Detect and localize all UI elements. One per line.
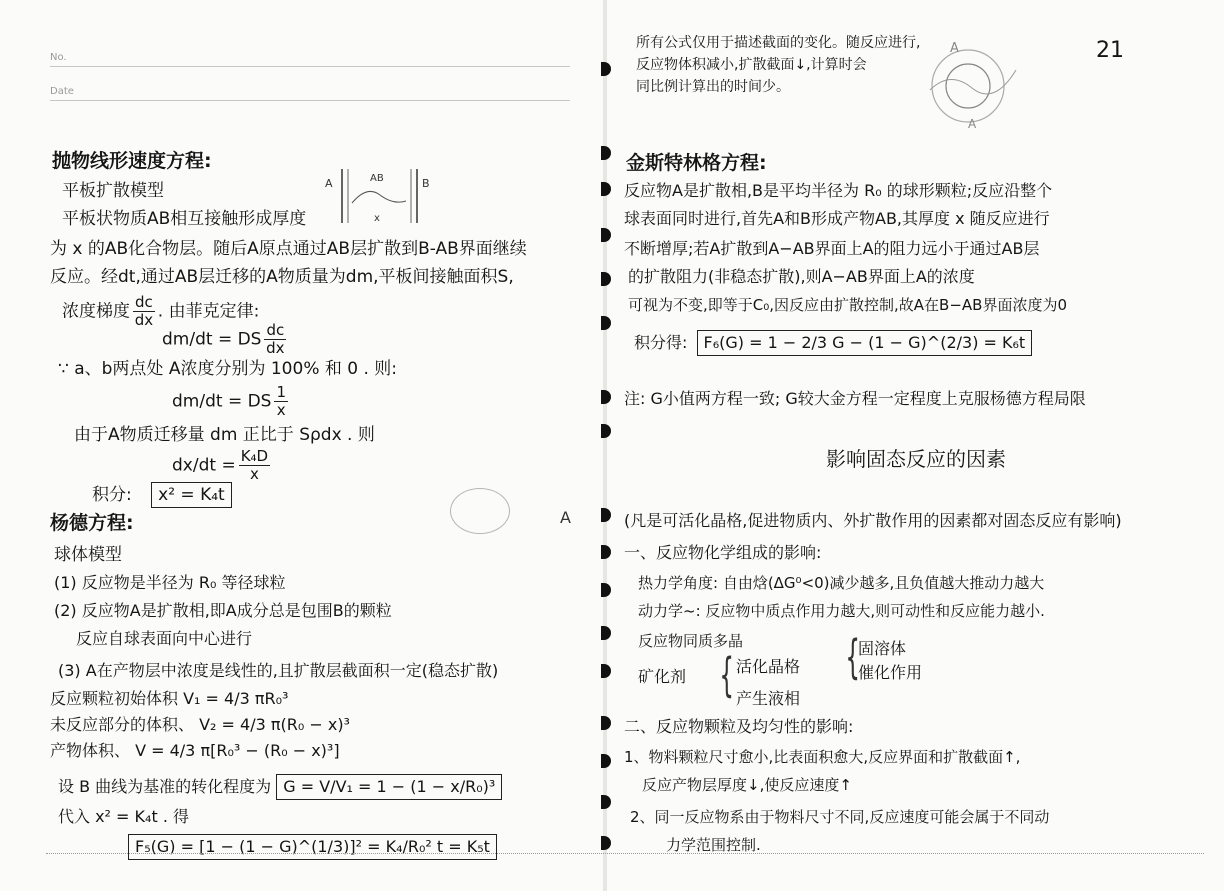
concentration-gradient-label: 浓度梯度: [62, 301, 130, 322]
equation-1-denominator: dx: [266, 339, 285, 357]
no-label: No.: [50, 52, 67, 63]
left-notebook-page: [0, 0, 608, 891]
conversion-degree-text: 设 B 曲线为基准的转化程度为: [58, 777, 272, 796]
text-line: ∵ a、b两点处 A浓度分别为 100% 和 0 . 则:: [58, 359, 398, 379]
section-title-jander: 杨德方程:: [50, 512, 134, 534]
fraction-dc-dx: $\frac{dc}{dx}$: [134, 293, 154, 329]
fick-law-text: . 由菲克定律:: [157, 301, 260, 322]
ginstling-equation-box: F₆(G) = 1 − 2/3 G − (1 − G)^(2/3) = K₆t: [697, 330, 1033, 356]
brace-mark: {: [719, 648, 734, 702]
section-title-ginstling: 金斯特林格方程:: [626, 152, 767, 174]
ginstling-result-line: [634, 330, 1032, 356]
equation-1-fraction: [264, 322, 286, 357]
text-line: 反应物A是扩散相,B是平均半径为 R₀ 的球形颗粒;反应沿整个: [624, 181, 1053, 200]
equation-3-denominator: x: [249, 465, 259, 483]
comparison-note: 注: G小值两方程一致; G较大金方程一定程度上克服杨德方程局限: [624, 389, 1086, 408]
text-line: 可视为不变,即等于C₀,因反应由扩散控制,故A在B−AB界面浓度为0: [628, 296, 1068, 314]
equation-3-numerator: K₄D: [240, 447, 269, 465]
svg-text:A: A: [325, 177, 333, 190]
assumption-2: (2) 反应物A是扩散相,即A成分总是包围B的颗粒: [54, 601, 392, 620]
kinetics-point: 动力学~: 反应物中质点作用力越大,则可动性和反应能力越小.: [638, 602, 1045, 620]
text-line: 不断增厚;若A扩散到A−AB界面上A的阻力远小于通过AB层: [624, 239, 1040, 258]
text-line: 球表面同时进行,首先A和B形成产物AB,其厚度 x 随反应进行: [624, 209, 1050, 228]
unreacted-volume-line: 未反应部分的体积、 V₂ = 4/3 π(R₀ − x)³: [50, 715, 350, 734]
text-line: 平板状物质AB相互接触形成厚度: [62, 209, 307, 229]
header-rule: [50, 66, 570, 67]
subsection-heading-composition: 一、反应物化学组成的影响:: [624, 543, 822, 562]
equation-2-denominator: x: [276, 401, 286, 419]
svg-text:A: A: [968, 117, 977, 130]
equation-3-fraction: [239, 448, 270, 483]
jander-result-line: [128, 834, 497, 860]
date-label: Date: [50, 86, 74, 97]
equation-3-lhs: dx/dt =: [172, 455, 236, 476]
sphere-model-heading: 球体模型: [54, 545, 122, 565]
assumption-2-cont: 反应自球表面向中心进行: [76, 629, 253, 648]
mineralizer-effect-3: 固溶体: [858, 639, 907, 658]
margin-letter-a: A: [560, 508, 571, 527]
text-line: 为 x 的AB化合物层。随后A原点通过AB层扩散到B-AB界面继续: [50, 239, 527, 259]
svg-text:AB: AB: [370, 173, 384, 184]
mineralizer-effect-4: 催化作用: [858, 663, 923, 682]
top-note-line: 同比例计算出的时间少。: [636, 79, 790, 95]
parabolic-result-box: x² = K₄t: [151, 482, 232, 508]
svg-text:A: A: [950, 41, 959, 56]
text-line: 由于A物质迁移量 dm 正比于 Sρdx . 则: [74, 425, 375, 445]
thermodynamics-point: 热力学角度: 自由焓(ΔG⁰<0)减少越多,且负值越大推动力越大: [638, 574, 1045, 592]
faint-stamp-circle: [450, 488, 510, 534]
plate-diffusion-diagram: [322, 165, 440, 227]
section-title-parabolic: 抛物线形速度方程:: [52, 150, 212, 172]
mineralizer-label: 矿化剂: [638, 667, 687, 686]
top-note-line: 所有公式仅用于描述截面的变化。随反应进行,: [636, 35, 921, 51]
plate-model-heading: 平板扩散模型: [62, 181, 164, 201]
conversion-degree-line: [58, 774, 502, 800]
particle-point-1: 1、物料颗粒尺寸愈小,比表面积愈大,反应界面和扩散截面↑,: [624, 748, 1021, 766]
text-line: 反应。经dt,通过AB层迁移的A物质量为dm,平板间接触面积S,: [50, 267, 514, 287]
equation-line: [162, 322, 289, 357]
equation-2-fraction: [274, 384, 288, 419]
subsection-heading-particles: 二、反应物颗粒及均匀性的影响:: [624, 717, 854, 736]
product-volume-line: 产物体积、 V = 4/3 π[R₀³ − (R₀ − x)³]: [50, 741, 340, 760]
particle-point-2-cont: 力学范围控制.: [666, 836, 761, 854]
brace-mark: {: [845, 630, 860, 684]
integration-label: 积分得:: [634, 333, 688, 352]
header-rule: [50, 100, 570, 101]
mineralizer-effect-2: 产生液相: [736, 689, 801, 708]
integration-label: 积分:: [92, 485, 132, 505]
page-number: 21: [1096, 38, 1124, 63]
substitute-line: 代入 x² = K₄t . 得: [58, 807, 189, 826]
sphere-sketch-diagram: [920, 30, 1030, 130]
assumption-3: (3) A在产物层中浓度是线性的,且扩散层截面积一定(稳态扩散): [58, 661, 499, 680]
equation-1-numerator: dc: [266, 321, 285, 339]
jander-equation-box: F₅(G) = [1 − (1 − G)^(1/3)]² = K₄/R₀² t = K₅t: [128, 834, 497, 860]
text-line: 的扩散阻力(非稳态扩散),则A−AB界面上A的浓度: [628, 267, 975, 286]
particle-point-2: 2、同一反应物系由于物料尺寸不同,反应速度可能会属于不同动: [630, 808, 1050, 826]
equation-2-numerator: 1: [276, 383, 287, 401]
equation-1-lhs: dm/dt = DS: [162, 329, 262, 350]
assumption-1: (1) 反应物是半径为 R₀ 等径球粒: [54, 573, 286, 592]
integration-line: [92, 482, 232, 508]
equation-line: [172, 384, 291, 419]
polymorph-point: 反应物同质多晶: [638, 632, 744, 650]
top-note-line: 反应物体积减小,扩散截面↓,计算时会: [636, 57, 867, 73]
section-heading-factors: 影响固态反应的因素: [826, 447, 1006, 471]
conversion-degree-box: G = V/V₁ = 1 − (1 − x/R₀)³: [276, 774, 502, 800]
equation-2-lhs: dm/dt = DS: [172, 391, 272, 412]
right-notebook-page: [608, 0, 1224, 891]
bottom-dotted-rule: [46, 853, 1204, 855]
particle-point-1-cont: 反应产物层厚度↓,使反应速度↑: [642, 776, 852, 794]
initial-volume-line: 反应颗粒初始体积 V₁ = 4/3 πR₀³: [50, 689, 289, 708]
mineralizer-effect-1: 活化晶格: [736, 657, 801, 676]
factors-intro: (凡是可活化晶格,促进物质内、外扩散作用的因素都对固态反应有影响): [624, 511, 1122, 530]
svg-text:B: B: [422, 177, 430, 190]
svg-text:x: x: [374, 213, 380, 224]
equation-line: [172, 448, 273, 483]
